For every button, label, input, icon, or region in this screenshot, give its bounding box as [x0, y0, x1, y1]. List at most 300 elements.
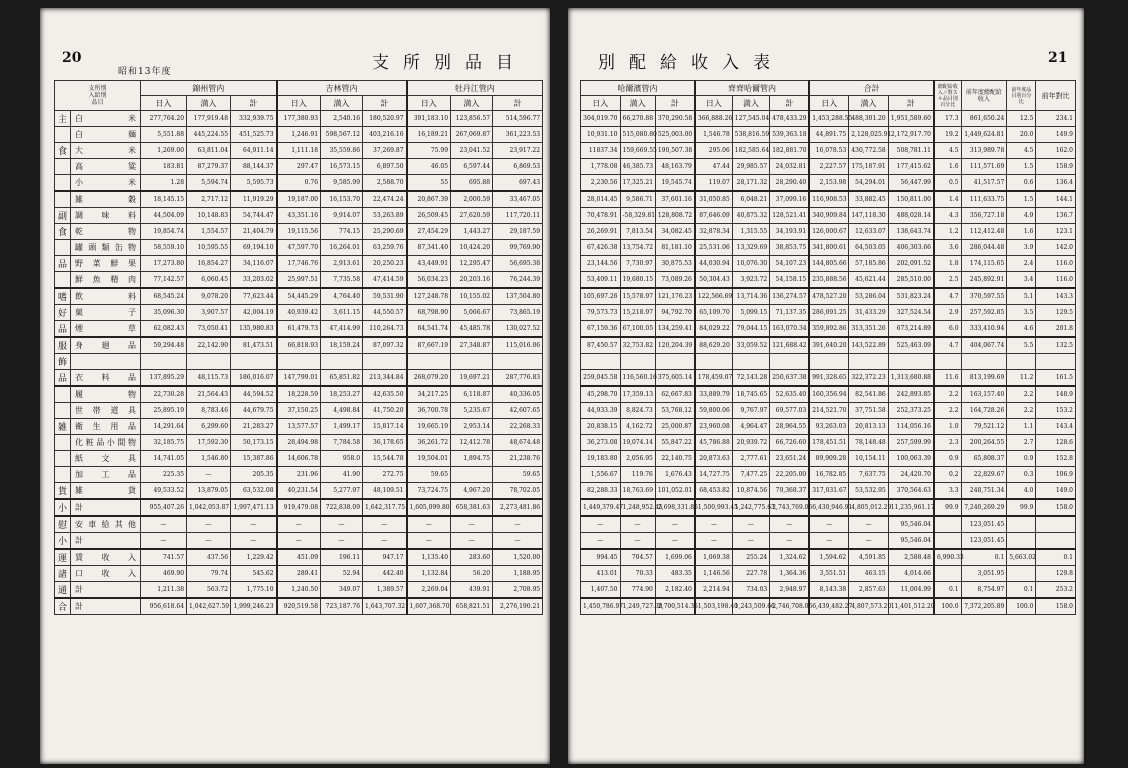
value-cell: 2,000.59 [451, 191, 493, 208]
value-cell: 370,564.63 [888, 483, 934, 500]
value-cell: 88,629.20 [695, 337, 732, 354]
value-cell [581, 354, 621, 370]
value-cell: 3,551.51 [809, 566, 849, 582]
value-cell: 356,727.18 [961, 208, 1007, 224]
value-cell: 44,504.09 [141, 208, 187, 224]
value-cell: 78,148.48 [849, 435, 889, 451]
value-cell: 121,688.42 [770, 337, 810, 354]
value-cell: — [187, 533, 231, 550]
item-cell: 白麺 [71, 127, 141, 143]
value-cell: 3.6 [934, 240, 961, 256]
category-cell [55, 175, 71, 192]
value-cell: 87,646.09 [695, 208, 732, 224]
value-cell: 391,183.10 [407, 111, 451, 127]
value-cell: 12.5 [1007, 111, 1036, 127]
value-cell: 4,591.85 [849, 549, 889, 566]
table-row [581, 533, 1076, 550]
value-cell: 28,494.98 [277, 435, 321, 451]
value-cell: 268,079.20 [407, 370, 451, 387]
table-row [55, 533, 543, 550]
value-cell: 128,808.72 [655, 208, 695, 224]
value-cell: 0.1 [1007, 582, 1036, 599]
value-cell: 6,990.33 [934, 549, 961, 566]
value-cell: 25,000.87 [655, 419, 695, 435]
value-cell [1007, 516, 1036, 533]
item-cell: 大米 [71, 143, 141, 159]
prev-total-header: 前年度總配給收入 [961, 81, 1007, 111]
value-cell: 18,145.15 [141, 191, 187, 208]
value-cell: 137,895.29 [141, 370, 187, 387]
value-cell: 8,143.38 [809, 582, 849, 599]
value-cell: 257,592.85 [961, 305, 1007, 321]
value-cell: 15,817.14 [363, 419, 407, 435]
value-cell: 1,453,288.55 [809, 111, 849, 127]
table-row [581, 516, 1076, 533]
value-cell: 658,821.51 [451, 598, 493, 615]
value-cell: 182,881.70 [770, 143, 810, 159]
value-cell: 123.1 [1036, 224, 1076, 240]
value-cell: 1,146.56 [695, 566, 732, 582]
value-cell: 1,249,727.38 [620, 598, 655, 615]
value-cell: 81,181.10 [655, 240, 695, 256]
value-cell: 295.06 [695, 143, 732, 159]
item-cell: 賃收入 [71, 549, 141, 566]
value-cell: 73,050.41 [187, 321, 231, 338]
category-cell: 運 [55, 549, 71, 566]
value-cell: 366,888.26 [695, 111, 732, 127]
value-cell: — [655, 516, 695, 533]
value-cell: 75.99 [407, 143, 451, 159]
left-page [40, 8, 550, 764]
value-cell: 14,727.75 [695, 467, 732, 483]
value-cell: 3,907.57 [187, 305, 231, 321]
sub-header: 計 [231, 96, 277, 111]
value-cell: 41,750.20 [363, 403, 407, 419]
value-cell: 40,939.42 [277, 305, 321, 321]
table-row [55, 483, 543, 500]
value-cell: 1,594.62 [809, 549, 849, 566]
value-cell: 61,479.73 [277, 321, 321, 338]
value-cell: — [321, 516, 363, 533]
item-cell: 罐頭類缶物 [71, 240, 141, 256]
value-cell: 21,238.76 [493, 451, 543, 467]
table-row [581, 337, 1076, 354]
value-cell: 287,776.83 [493, 370, 543, 387]
value-cell [1007, 533, 1036, 550]
value-cell: 2,948.97 [770, 582, 810, 599]
value-cell: 123,051.45 [961, 533, 1007, 550]
value-cell: 88,144.37 [231, 159, 277, 175]
value-cell: 33,203.02 [231, 272, 277, 289]
value-cell: 285,510.00 [888, 272, 934, 289]
value-cell: — [581, 533, 621, 550]
value-cell: 143.3 [1036, 288, 1076, 305]
value-cell: 143.4 [1036, 419, 1076, 435]
category-cell: 雑 [55, 419, 71, 435]
table-row [55, 159, 543, 175]
value-cell: 67,426.38 [581, 240, 621, 256]
value-cell: 79,573.73 [581, 305, 621, 321]
value-cell: 116.0 [1036, 256, 1076, 272]
value-cell: 1,556.67 [581, 467, 621, 483]
value-cell: 1.2 [934, 224, 961, 240]
value-cell: 1,042,627.59 [187, 598, 231, 615]
value-cell: 322,372.23 [849, 370, 889, 387]
value-cell: 177,415.62 [888, 159, 934, 175]
era-label: 昭和13年度 [118, 67, 172, 77]
value-cell: 2,698,331.85 [655, 499, 695, 516]
value-cell: 121,176.23 [655, 288, 695, 305]
value-cell [187, 354, 231, 370]
table-row [581, 127, 1076, 143]
value-cell: 4,498.84 [321, 403, 363, 419]
category-cell: 貨 [55, 483, 71, 500]
value-cell: 161.5 [1036, 370, 1076, 387]
value-cell: 3,611.15 [321, 305, 363, 321]
value-cell: 20,250.23 [363, 256, 407, 272]
value-cell: 991,328.65 [809, 370, 849, 387]
value-cell: 673,214.89 [888, 321, 934, 338]
value-cell: 2,857.63 [849, 582, 889, 599]
value-cell [655, 354, 695, 370]
value-cell: 1,248,952.45 [620, 499, 655, 516]
value-cell: 20,873.63 [695, 451, 732, 467]
sub-header: 計 [363, 96, 407, 111]
value-cell: 123,856.57 [451, 111, 493, 127]
value-cell: 9,767.97 [732, 403, 769, 419]
value-cell: — [187, 467, 231, 483]
value-cell: 0.2 [934, 467, 961, 483]
value-cell: 47.44 [695, 159, 732, 175]
value-cell [1007, 354, 1036, 370]
value-cell: 2,227.57 [809, 159, 849, 175]
value-cell: 64,911.14 [231, 143, 277, 159]
value-cell: 5,663.02 [1007, 549, 1036, 566]
value-cell: 34,116.07 [231, 256, 277, 272]
table-row [581, 191, 1076, 208]
value-cell: 46,385.73 [620, 159, 655, 175]
value-cell: 24,420.70 [888, 467, 934, 483]
value-cell: 58,559.10 [141, 240, 187, 256]
value-cell: 234.1 [1036, 111, 1076, 127]
value-cell: 143,522.89 [849, 337, 889, 354]
sub-header: 計 [655, 96, 695, 111]
value-cell: 4.6 [1007, 321, 1036, 338]
table-row [581, 499, 1076, 516]
table-row [55, 598, 543, 615]
value-cell: 3.4 [1007, 272, 1036, 289]
value-cell: 2,746,708.06 [770, 598, 810, 615]
value-cell: 87,341.40 [407, 240, 451, 256]
value-cell: 36,273.08 [581, 435, 621, 451]
value-cell: 25,895.19 [141, 403, 187, 419]
value-cell: 359,892.86 [809, 321, 849, 338]
value-cell: — [581, 516, 621, 533]
value-cell [695, 354, 732, 370]
category-cell [55, 435, 71, 451]
category-cell: 嗜 [55, 288, 71, 305]
value-cell: 235,888.56 [809, 272, 849, 289]
value-cell: 178,459.07 [695, 370, 732, 387]
value-cell: — [695, 533, 732, 550]
value-cell: 483.35 [655, 566, 695, 582]
value-cell: 0.1 [961, 549, 1007, 566]
value-cell: 14,606.78 [277, 451, 321, 467]
value-cell: 17.3 [934, 111, 961, 127]
value-cell: 488,028.14 [888, 208, 934, 224]
sub-header: 計 [888, 96, 934, 111]
value-cell: 10,595.55 [187, 240, 231, 256]
value-cell: 100.0 [934, 598, 961, 615]
value-cell: 451.09 [277, 549, 321, 566]
item-cell: 衣料品 [71, 370, 141, 387]
value-cell: 202,091.52 [888, 256, 934, 272]
value-cell: 87,279.37 [187, 159, 231, 175]
value-cell: 313,351.26 [849, 321, 889, 338]
item-cell: 白米 [71, 111, 141, 127]
value-cell: 28,290.40 [770, 175, 810, 192]
value-cell: 1.8 [934, 256, 961, 272]
value-cell: 116,908.53 [809, 191, 849, 208]
value-cell: — [363, 533, 407, 550]
value-cell: 89,909.28 [809, 451, 849, 467]
value-cell: 136.7 [1036, 208, 1076, 224]
value-cell [493, 354, 543, 370]
group-header: 牡丹江管内 [407, 81, 543, 96]
value-cell: 955,407.26 [141, 499, 187, 516]
distribution-table-left [54, 80, 543, 615]
value-cell: 19,074.14 [620, 435, 655, 451]
category-cell [55, 467, 71, 483]
value-cell: 5.5 [1007, 337, 1036, 354]
value-cell: — [141, 533, 187, 550]
value-cell: 463.15 [849, 566, 889, 582]
sub-header: 満入 [732, 96, 769, 111]
value-cell: 2,182.40 [655, 582, 695, 599]
value-cell: 19,187.00 [277, 191, 321, 208]
value-cell: 404,067.74 [961, 337, 1007, 354]
value-cell: 1,554.57 [187, 224, 231, 240]
value-cell: 0.6 [1007, 175, 1036, 192]
value-cell: 54,744.47 [231, 208, 277, 224]
value-cell: 71,137.35 [770, 305, 810, 321]
table-row [581, 208, 1076, 224]
value-cell: 2,540.16 [321, 111, 363, 127]
value-cell: 19,854.74 [141, 224, 187, 240]
value-cell: 8,824.73 [620, 403, 655, 419]
value-cell: 333,410.94 [961, 321, 1007, 338]
value-cell: 34,082.45 [655, 224, 695, 240]
value-cell: 2,273,481.86 [493, 499, 543, 516]
value-cell [770, 354, 810, 370]
value-cell: 37,601.16 [655, 191, 695, 208]
value-cell: — [277, 516, 321, 533]
value-cell: 19,545.74 [655, 175, 695, 192]
value-cell: 1,069.38 [695, 549, 732, 566]
value-cell: 47,414.99 [321, 321, 363, 338]
value-cell: 160,356.94 [809, 386, 849, 403]
value-cell: 63,259.76 [363, 240, 407, 256]
value-cell: 73,724.75 [407, 483, 451, 500]
value-cell: 150,811.00 [888, 191, 934, 208]
value-cell: 95,546.04 [888, 533, 934, 550]
value-cell: 77,142.57 [141, 272, 187, 289]
value-cell: 17,325.21 [620, 175, 655, 192]
value-cell: — [620, 516, 655, 533]
table-row [55, 305, 543, 321]
value-cell: 42,004.19 [231, 305, 277, 321]
table-row [581, 549, 1076, 566]
value-cell: 1.0 [934, 419, 961, 435]
value-cell: 19.2 [934, 127, 961, 143]
value-cell: 14,291.64 [141, 419, 187, 435]
value-cell: 332,939.75 [231, 111, 277, 127]
category-cell [55, 127, 71, 143]
value-cell: 44,594.52 [231, 386, 277, 403]
value-cell: 147,799.01 [277, 370, 321, 387]
value-cell: 451,525.73 [231, 127, 277, 143]
value-cell: 11837.34 [581, 143, 621, 159]
value-cell: 286,091.25 [809, 305, 849, 321]
value-cell: 1,643,707.32 [363, 598, 407, 615]
value-cell: 33,889.79 [695, 386, 732, 403]
table-row [581, 483, 1076, 500]
value-cell: 4.5 [934, 143, 961, 159]
value-cell: 1,999,246.23 [231, 598, 277, 615]
sub-header: 日入 [695, 96, 732, 111]
value-cell: 3.5 [1007, 305, 1036, 321]
value-cell: 2,708.95 [493, 582, 543, 599]
value-cell: 43,351.16 [277, 208, 321, 224]
value-cell: 23,960.08 [695, 419, 732, 435]
item-cell: 雑貨 [71, 483, 141, 500]
value-cell: 4.3 [934, 208, 961, 224]
value-cell: 1,607,368.70 [407, 598, 451, 615]
value-cell: 56,034.23 [407, 272, 451, 289]
value-cell: — [849, 516, 889, 533]
category-cell [55, 386, 71, 403]
value-cell: 99.9 [1007, 499, 1036, 516]
value-cell: 2.2 [934, 386, 961, 403]
table-row [55, 435, 543, 451]
value-cell: 40,875.32 [732, 208, 769, 224]
value-cell: 741.57 [141, 549, 187, 566]
table-row [55, 191, 543, 208]
value-cell: 598,567.12 [321, 127, 363, 143]
table-row [55, 256, 543, 272]
value-cell: 183.81 [141, 159, 187, 175]
category-cell: 小 [55, 499, 71, 516]
value-cell: 59,294.48 [141, 337, 187, 354]
value-cell: 149.0 [1036, 483, 1076, 500]
value-cell: 56.20 [451, 566, 493, 582]
value-cell: 722,838.09 [321, 499, 363, 516]
value-cell: 0.9 [1007, 451, 1036, 467]
value-cell: 1,500,993.45 [695, 499, 732, 516]
value-cell: 1,546.80 [187, 451, 231, 467]
value-cell: — [363, 516, 407, 533]
table-row [581, 288, 1076, 305]
category-cell [55, 159, 71, 175]
value-cell: 20,838.15 [581, 419, 621, 435]
value-cell: — [231, 516, 277, 533]
value-cell: 11.2 [1007, 370, 1036, 387]
table-row [581, 370, 1076, 387]
value-cell: 317,031.67 [809, 483, 849, 500]
value-cell: — [770, 533, 810, 550]
value-cell: 82,541.86 [849, 386, 889, 403]
value-cell [934, 516, 961, 533]
value-cell: 4.5 [1007, 143, 1036, 159]
value-cell: 289.41 [277, 566, 321, 582]
value-cell: 29,187.59 [493, 224, 543, 240]
sub-header: 満入 [620, 96, 655, 111]
value-cell: 23,651.24 [770, 451, 810, 467]
value-cell: 19,697.21 [451, 370, 493, 387]
value-cell: 70,478.91 [581, 208, 621, 224]
item-cell: 雑穀 [71, 191, 141, 208]
value-cell: 153.2 [1036, 403, 1076, 419]
value-cell: 65,851.82 [321, 370, 363, 387]
category-cell: 品 [55, 256, 71, 272]
value-cell [934, 533, 961, 550]
value-cell: 1,894.75 [451, 451, 493, 467]
value-cell: 126,000.67 [809, 224, 849, 240]
value-cell: 7,735.58 [321, 272, 363, 289]
value-cell: 16,078.53 [809, 143, 849, 159]
value-cell: 17,273.80 [141, 256, 187, 272]
value-cell: 2.4 [1007, 256, 1036, 272]
value-cell: 11,919.29 [231, 191, 277, 208]
pct-header: 總配給收入ニ對スル品目別百分比 [934, 81, 961, 111]
value-cell: 2.3 [934, 435, 961, 451]
value-cell: 1.5 [1007, 159, 1036, 175]
value-cell: 920,519.58 [277, 598, 321, 615]
table-row [55, 582, 543, 599]
value-cell: 115,016.06 [493, 337, 543, 354]
value-cell: 27,620.59 [451, 208, 493, 224]
sub-header: 満入 [451, 96, 493, 111]
value-cell: 6,118.87 [451, 386, 493, 403]
value-cell: 286,044.48 [961, 240, 1007, 256]
value-cell: — [655, 533, 695, 550]
value-cell [277, 354, 321, 370]
item-cell: 衛生用品 [71, 419, 141, 435]
value-cell: 6,299.60 [187, 419, 231, 435]
value-cell: 5.1 [1007, 288, 1036, 305]
value-cell: 16,854.27 [187, 256, 231, 272]
value-cell: 1,449,379.47 [581, 499, 621, 516]
value-cell: 38,853.75 [770, 240, 810, 256]
value-cell: 0.5 [934, 175, 961, 192]
value-cell: 697.43 [493, 175, 543, 192]
table-row [581, 451, 1076, 467]
value-cell: 55 [407, 175, 451, 192]
value-cell: 45,621.44 [849, 272, 889, 289]
value-cell: 129.5 [1036, 305, 1076, 321]
value-cell: 41.90 [321, 467, 363, 483]
value-cell: 7,637.75 [849, 467, 889, 483]
group-header: 合計 [809, 81, 934, 96]
value-cell: 136.4 [1036, 175, 1076, 192]
value-cell: 7,813.54 [620, 224, 655, 240]
table-row [55, 111, 543, 127]
value-cell: 31,050.85 [695, 191, 732, 208]
value-cell: 122,566.69 [695, 288, 732, 305]
value-cell: 539,363.18 [770, 127, 810, 143]
value-cell: 47,597.70 [277, 240, 321, 256]
value-cell: 5,099.15 [732, 305, 769, 321]
